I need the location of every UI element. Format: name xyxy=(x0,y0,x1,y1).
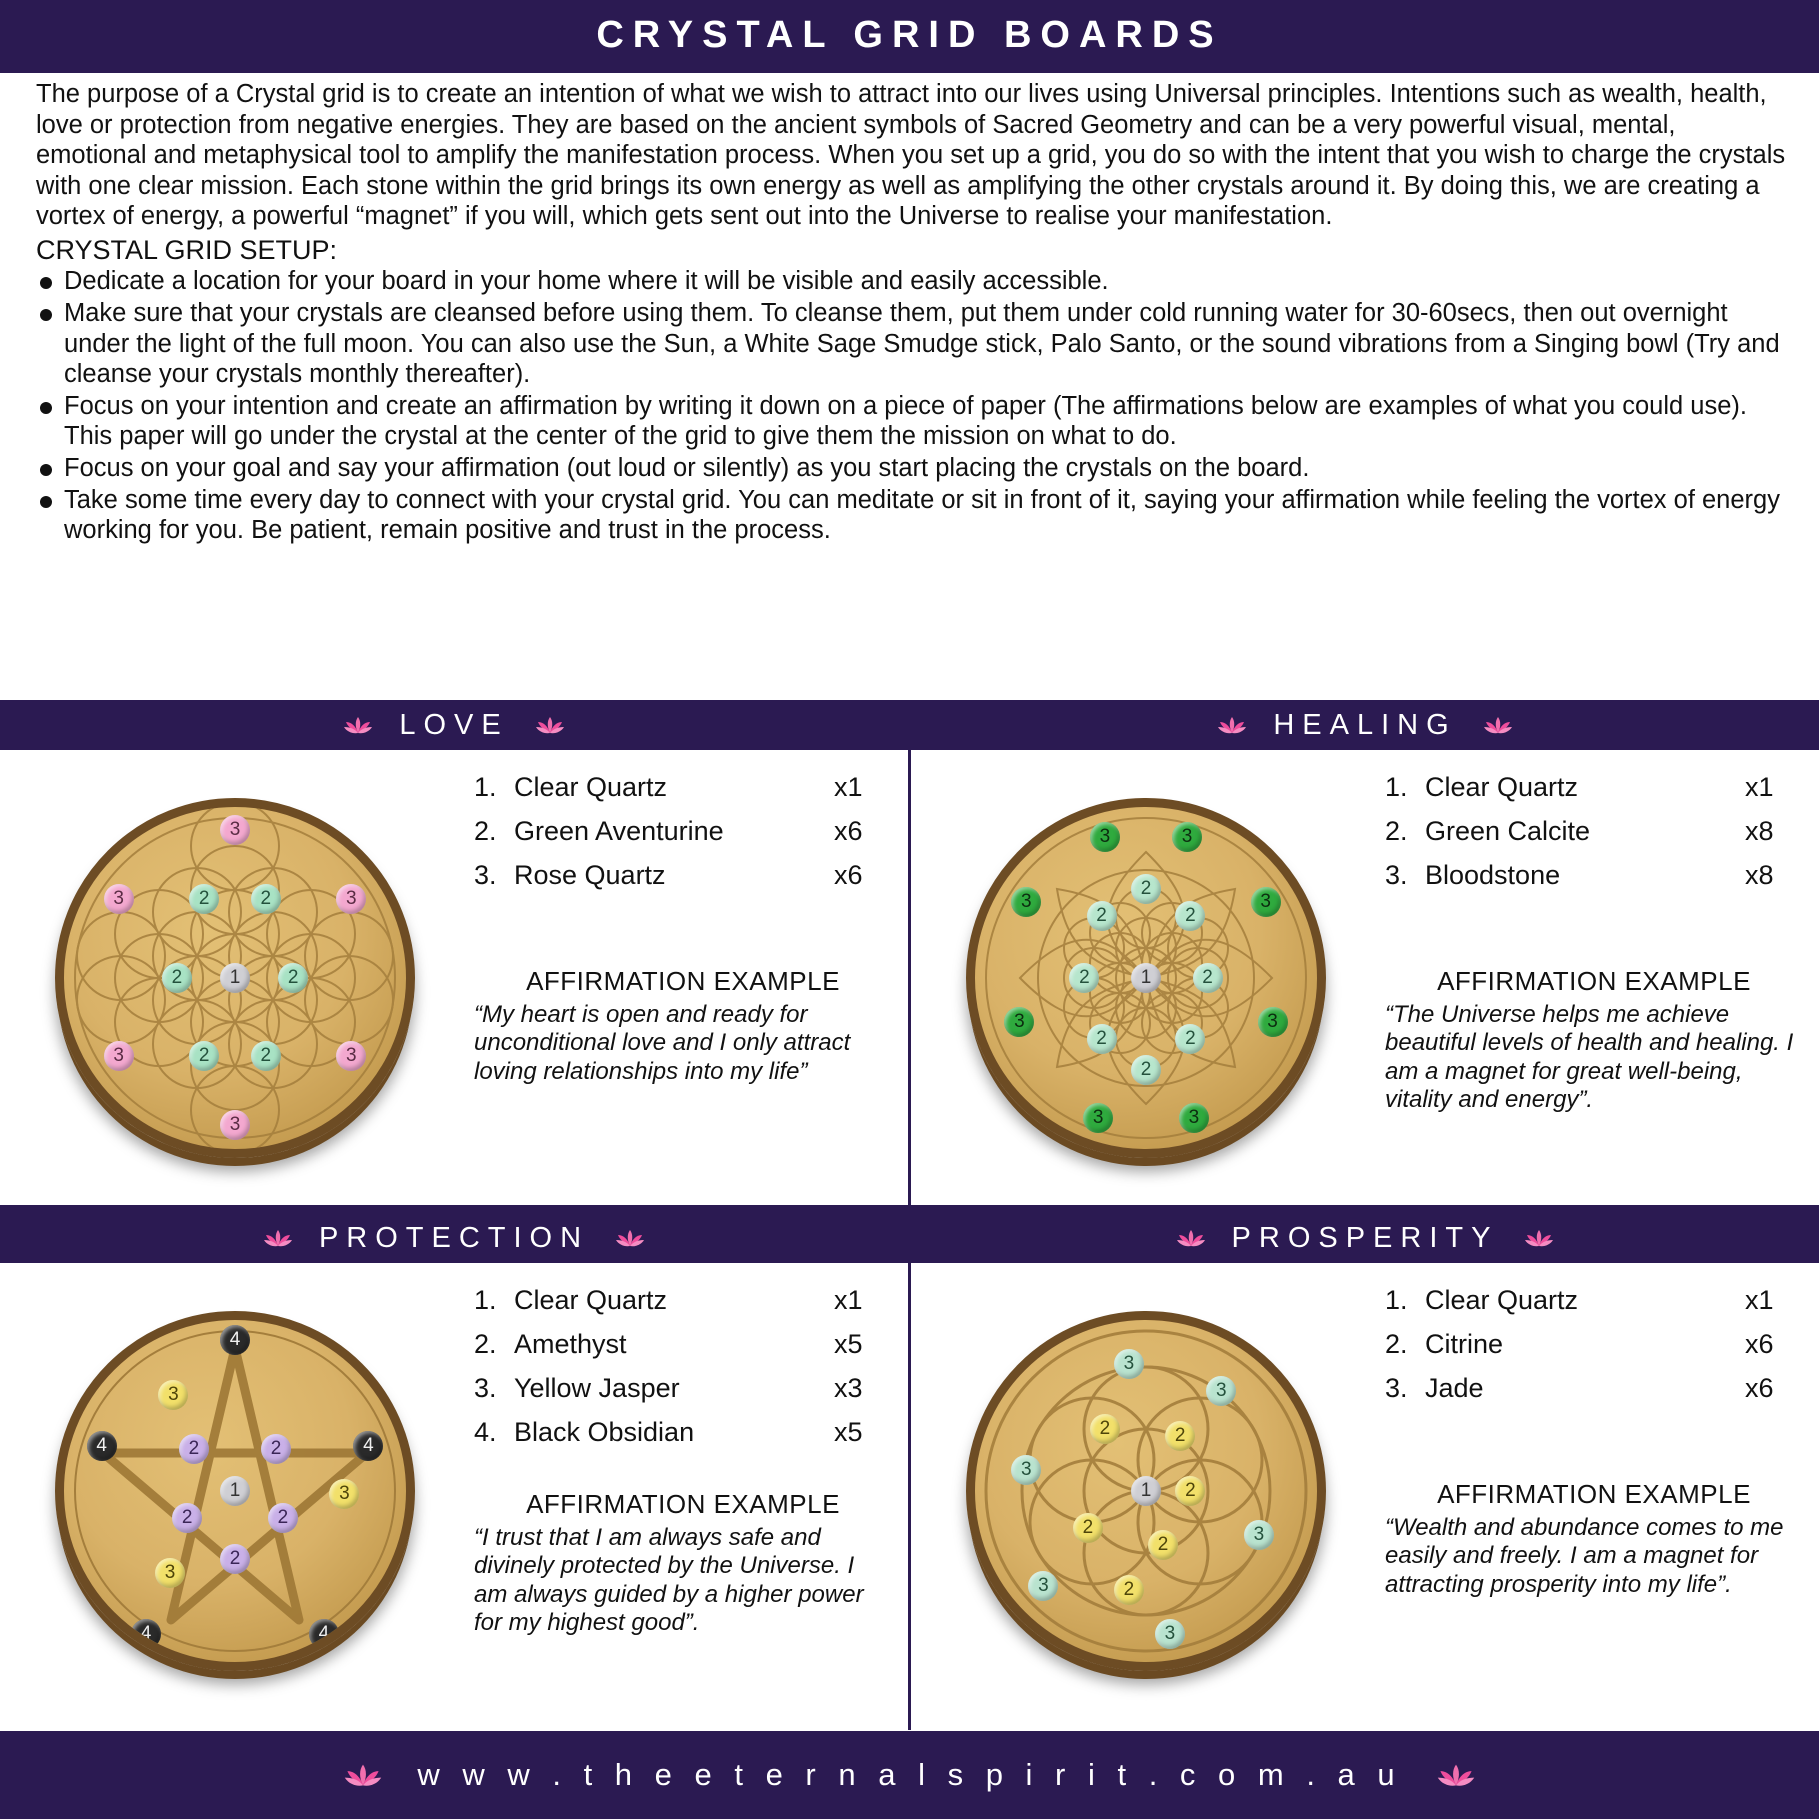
gem-1: 1 xyxy=(1131,1476,1161,1506)
gem-2: 2 xyxy=(1090,1414,1120,1444)
gem-3: 3 xyxy=(1179,1103,1209,1133)
setup-list xyxy=(36,266,1789,545)
gem-2: 2 xyxy=(1087,901,1117,931)
gem-2: 2 xyxy=(1087,1024,1117,1054)
stone-number: 1. xyxy=(474,1285,497,1315)
stone-name: Clear Quartz xyxy=(1425,1285,1579,1315)
intro-section xyxy=(0,73,1819,549)
gem-2: 2 xyxy=(1175,901,1205,931)
gem-3: 3 xyxy=(1011,1455,1041,1485)
page-title: CRYSTAL GRID BOARDS xyxy=(0,0,1819,73)
stone-row xyxy=(474,1329,892,1360)
lotus-icon xyxy=(1217,715,1247,735)
board-wrap-protection xyxy=(0,1263,470,1718)
section-header-healing xyxy=(911,700,1819,750)
gem-2: 2 xyxy=(1175,1024,1205,1054)
affirmation-text: “Wealth and abundance comes to me easily and freely. I am a magnet for attracting prosperity into my life”. xyxy=(1385,1514,1784,1598)
stone-name: Green Aventurine xyxy=(514,816,724,846)
gem-4: 4 xyxy=(87,1431,117,1461)
gem-3: 3 xyxy=(104,884,134,914)
setup-item: Take some time every day to connect with your crystal grid. You can meditate or sit in front of it, saying your affirmation while feeling the vortex of energy working for you. Be patient, remain positive and trust in the process. xyxy=(36,485,1789,546)
stone-number: 3. xyxy=(474,860,497,890)
stone-number: 3. xyxy=(1385,860,1408,890)
lotus-icon xyxy=(1176,1228,1206,1248)
stone-name: Yellow Jasper xyxy=(514,1373,680,1403)
stone-qty: x8 xyxy=(1745,816,1774,846)
stone-row xyxy=(1385,1373,1803,1404)
board-disc xyxy=(55,1311,415,1671)
gem-2: 2 xyxy=(189,1041,219,1071)
gem-3: 3 xyxy=(1083,1103,1113,1133)
stone-qty: x1 xyxy=(834,772,863,802)
lotus-icon xyxy=(615,1228,645,1248)
stone-qty: x6 xyxy=(1745,1373,1774,1403)
gem-2: 2 xyxy=(1193,963,1223,993)
stone-row xyxy=(474,1285,892,1316)
affirmation-label: AFFIRMATION EXAMPLE xyxy=(526,1489,840,1519)
section-love xyxy=(0,700,908,1205)
setup-heading: CRYSTAL GRID SETUP: xyxy=(36,234,338,265)
info-love xyxy=(470,750,908,1205)
gem-4: 4 xyxy=(309,1619,339,1649)
gem-4: 4 xyxy=(131,1619,161,1649)
gem-3: 3 xyxy=(1090,822,1120,852)
lotus-icon xyxy=(1483,715,1513,735)
gem-3: 3 xyxy=(329,1479,359,1509)
section-healing xyxy=(911,700,1819,1205)
gem-2: 2 xyxy=(1073,1513,1103,1543)
gem-3: 3 xyxy=(1004,1007,1034,1037)
affirmation-text: “The Universe helps me achieve beautiful levels of health and healing. I am a magnet for great well-being, vitality and energy”. xyxy=(1385,1001,1794,1113)
board-wrap-prosperity xyxy=(911,1263,1381,1718)
gem-2: 2 xyxy=(1114,1575,1144,1605)
stone-name: Black Obsidian xyxy=(514,1417,695,1447)
stone-name: Clear Quartz xyxy=(514,772,668,802)
stone-qty: x1 xyxy=(834,1285,863,1315)
gem-1: 1 xyxy=(1131,963,1161,993)
gem-3: 3 xyxy=(1244,1520,1274,1550)
stone-qty: x6 xyxy=(834,816,863,846)
section-title-prosperity: PROSPERITY xyxy=(1231,1221,1499,1254)
setup-item: Make sure that your crystals are cleansed before using them. To cleanse them, put them under cold running water for 30-60secs, then out overnight under the light of the full moon. You can also use the Sun, a White Sage Smudge stick, Palo Santo, or the sound vibrations from a Singing bowl (Try and cleanse your crystals monthly thereafter). xyxy=(36,298,1789,390)
info-protection xyxy=(470,1263,908,1718)
section-header-prosperity xyxy=(911,1213,1819,1263)
stone-row xyxy=(1385,772,1803,803)
stone-name: Bloodstone xyxy=(1425,860,1561,890)
gem-2: 2 xyxy=(1165,1421,1195,1451)
gem-2: 2 xyxy=(1175,1476,1205,1506)
setup-item: Dedicate a location for your board in your home where it will be visible and easily accessible. xyxy=(36,266,1789,297)
gem-2: 2 xyxy=(1131,1055,1161,1085)
gem-2: 2 xyxy=(278,963,308,993)
stone-number: 2. xyxy=(1385,1329,1408,1359)
affirmation-label: AFFIRMATION EXAMPLE xyxy=(1437,966,1751,996)
board-disc xyxy=(966,798,1326,1158)
stone-number: 4. xyxy=(474,1417,497,1447)
gem-3: 3 xyxy=(220,1110,250,1140)
lotus-icon xyxy=(1436,1762,1476,1788)
stone-row xyxy=(1385,860,1803,891)
stone-number: 1. xyxy=(1385,1285,1408,1315)
stone-name: Green Calcite xyxy=(1425,816,1591,846)
gem-2: 2 xyxy=(220,1544,250,1574)
setup-item: Focus on your goal and say your affirmation (out loud or silently) as you start placing the crystals on the board. xyxy=(36,453,1789,484)
board-disc xyxy=(966,1311,1326,1671)
intro-paragraph: The purpose of a Crystal grid is to create an intention of what we wish to attract into our lives using Universal principles. Intentions such as wealth, health, love or protection from negative energies. They are based on the ancient symbols of Sacred Geometry and can be a very powerful visual, mental, emotional and metaphysical tool to amplify the manifestation process. When you set up a grid, you do so with the intent that you wish to charge the crystals with one clear mission. Each stone within the grid brings its own energy as well as amplifying the other crystals around it. By doing this, we are creating a vortex of energy, a powerful “magnet” if you will, which gets sent out into the Universe to realise your manifestation. xyxy=(36,80,1786,231)
stone-qty: x6 xyxy=(1745,1329,1774,1359)
stone-qty: x6 xyxy=(834,860,863,890)
stone-number: 3. xyxy=(474,1373,497,1403)
stone-number: 2. xyxy=(474,816,497,846)
gem-3: 3 xyxy=(155,1558,185,1588)
stone-row xyxy=(1385,816,1803,847)
gem-3: 3 xyxy=(158,1380,188,1410)
stone-number: 3. xyxy=(1385,1373,1408,1403)
stone-row xyxy=(474,1373,892,1404)
setup-item: Focus on your intention and create an affirmation by writing it down on a piece of paper (The affirmations below are examples of what you could use). This paper will go under the crystal at the center of the grid to give them the mission on what to do. xyxy=(36,391,1789,452)
gem-2: 2 xyxy=(1131,874,1161,904)
info-prosperity xyxy=(1381,1263,1819,1718)
lotus-icon xyxy=(1524,1228,1554,1248)
affirmation-text: “My heart is open and ready for unconditional love and I only attract loving relationships into my life” xyxy=(474,1001,851,1085)
stone-qty: x8 xyxy=(1745,860,1774,890)
crystal-board-prosperity xyxy=(966,1311,1326,1671)
section-prosperity xyxy=(911,1213,1819,1718)
gem-3: 3 xyxy=(1258,1007,1288,1037)
gem-1: 1 xyxy=(220,1476,250,1506)
gem-2: 2 xyxy=(251,1041,281,1071)
stone-name: Clear Quartz xyxy=(1425,772,1579,802)
section-protection xyxy=(0,1213,908,1718)
affirmation-label: AFFIRMATION EXAMPLE xyxy=(1437,1479,1751,1509)
stone-row xyxy=(1385,1329,1803,1360)
lotus-icon xyxy=(263,1228,293,1248)
lotus-icon xyxy=(535,715,565,735)
gem-3: 3 xyxy=(1251,887,1281,917)
gem-2: 2 xyxy=(1069,963,1099,993)
board-wrap-healing xyxy=(911,750,1381,1205)
stone-qty: x5 xyxy=(834,1417,863,1447)
gem-3: 3 xyxy=(220,815,250,845)
stone-qty: x1 xyxy=(1745,1285,1774,1315)
gem-2: 2 xyxy=(179,1434,209,1464)
affirmation-label: AFFIRMATION EXAMPLE xyxy=(526,966,840,996)
gem-2: 2 xyxy=(261,1434,291,1464)
gem-3: 3 xyxy=(1114,1349,1144,1379)
gem-3: 3 xyxy=(336,1041,366,1071)
crystal-board-protection xyxy=(55,1311,415,1671)
board-disc xyxy=(55,798,415,1158)
stone-name: Rose Quartz xyxy=(514,860,666,890)
gem-2: 2 xyxy=(162,963,192,993)
affirmation-text: “I trust that I am always safe and divinely protected by the Universe. I am always guided by a higher power for my highest good”. xyxy=(474,1524,864,1636)
gem-3: 3 xyxy=(1172,822,1202,852)
stone-name: Jade xyxy=(1425,1373,1484,1403)
gem-4: 4 xyxy=(353,1431,383,1461)
crystal-board-healing xyxy=(966,798,1326,1158)
sections-grid xyxy=(0,700,1819,1730)
info-healing xyxy=(1381,750,1819,1205)
lotus-icon xyxy=(343,1762,383,1788)
stone-qty: x1 xyxy=(1745,772,1774,802)
divider-horizontal xyxy=(0,1205,1819,1213)
gem-2: 2 xyxy=(189,884,219,914)
stone-qty: x3 xyxy=(834,1373,863,1403)
gem-3: 3 xyxy=(1011,887,1041,917)
crystal-board-love xyxy=(55,798,415,1158)
stone-name: Citrine xyxy=(1425,1329,1504,1359)
section-title-love: LOVE xyxy=(399,708,509,741)
gem-1: 1 xyxy=(220,963,250,993)
gem-4: 4 xyxy=(220,1325,250,1355)
section-header-love xyxy=(0,700,908,750)
gem-2: 2 xyxy=(1148,1530,1178,1560)
stone-number: 2. xyxy=(1385,816,1408,846)
stone-row xyxy=(474,816,892,847)
stone-number: 2. xyxy=(474,1329,497,1359)
lotus-icon xyxy=(343,715,373,735)
gem-2: 2 xyxy=(251,884,281,914)
stone-name: Amethyst xyxy=(514,1329,627,1359)
stone-name: Clear Quartz xyxy=(514,1285,668,1315)
stone-qty: x5 xyxy=(834,1329,863,1359)
stone-row xyxy=(474,860,892,891)
stone-number: 1. xyxy=(1385,772,1408,802)
footer xyxy=(0,1731,1819,1819)
website-url[interactable]: w w w . t h e e t e r n a l s p i r i t . c o m . a u xyxy=(417,1757,1402,1792)
section-title-protection: PROTECTION xyxy=(318,1221,590,1254)
stone-row xyxy=(474,772,892,803)
section-title-healing: HEALING xyxy=(1273,708,1457,741)
board-wrap-love xyxy=(0,750,470,1205)
gem-3: 3 xyxy=(1028,1571,1058,1601)
gem-3: 3 xyxy=(1155,1619,1185,1649)
section-header-protection xyxy=(0,1213,908,1263)
gem-3: 3 xyxy=(104,1041,134,1071)
stone-row xyxy=(1385,1285,1803,1316)
gem-2: 2 xyxy=(172,1503,202,1533)
stone-row xyxy=(474,1417,892,1448)
gem-3: 3 xyxy=(1206,1376,1236,1406)
gem-2: 2 xyxy=(268,1503,298,1533)
stone-number: 1. xyxy=(474,772,497,802)
gem-3: 3 xyxy=(336,884,366,914)
